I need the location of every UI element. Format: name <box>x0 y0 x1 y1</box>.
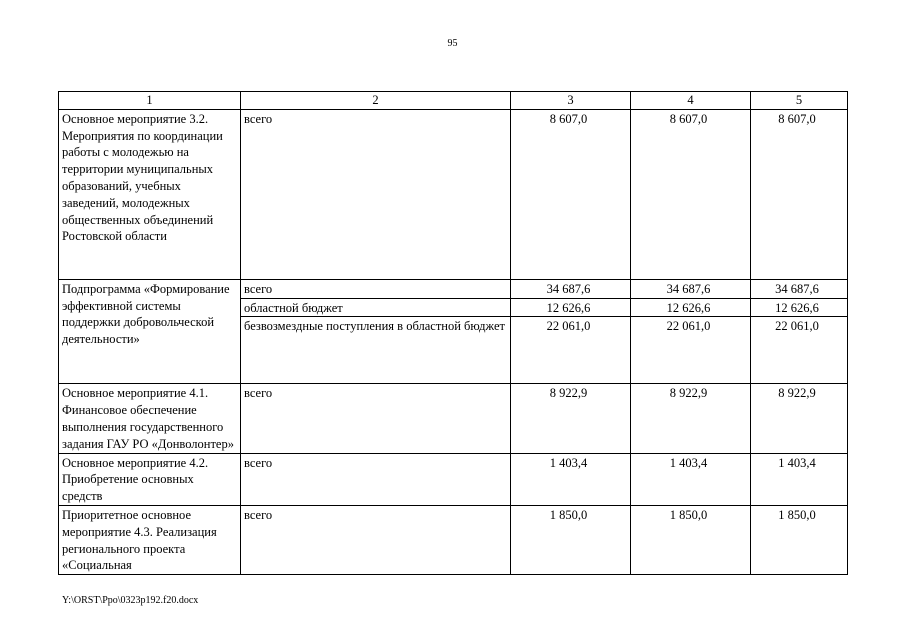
value-col-3: 1 403,4 <box>511 453 631 505</box>
value-col-5: 34 687,6 <box>751 279 848 298</box>
value-col-3: 12 626,6 <box>511 298 631 317</box>
table-row <box>59 109 848 279</box>
page-number: 95 <box>447 38 458 49</box>
header-col-2: 2 <box>241 92 511 110</box>
funding-source: безвозмездные поступления в областной бюджет <box>241 317 511 384</box>
value-col-3: 22 061,0 <box>511 317 631 384</box>
value-col-3: 8 607,0 <box>511 109 631 279</box>
value-col-3: 34 687,6 <box>511 279 631 298</box>
funding-source: областной бюджет <box>241 298 511 317</box>
measure-name: Основное мероприятие 4.1. Финансовое обеспечение выполнения государственного задания ГАУ РО «Донволонтер» <box>59 384 241 453</box>
value-col-4: 22 061,0 <box>631 317 751 384</box>
value-col-4: 8 607,0 <box>631 109 751 279</box>
value-col-4: 8 922,9 <box>631 384 751 453</box>
value-col-5: 1 850,0 <box>751 505 848 574</box>
value-col-3: 8 922,9 <box>511 384 631 453</box>
table-row <box>59 505 848 574</box>
value-col-5: 8 607,0 <box>751 109 848 279</box>
file-path-footer: Y:\ORST\Ppo\0323p192.f20.docx <box>62 595 199 606</box>
header-col-5: 5 <box>751 92 848 110</box>
value-col-5: 12 626,6 <box>751 298 848 317</box>
funding-source: всего <box>241 109 511 279</box>
header-col-1: 1 <box>59 92 241 110</box>
financing-table <box>58 91 848 575</box>
value-col-4: 34 687,6 <box>631 279 751 298</box>
funding-source: всего <box>241 505 511 574</box>
header-row <box>59 92 848 110</box>
value-col-4: 1 850,0 <box>631 505 751 574</box>
measure-name: Основное мероприятие 3.2. Мероприятия по координации работы с молодежью на территории муниципальных образований, учебных заведений, молодежных общественных объединений Ростовской области <box>59 109 241 279</box>
measure-name: Приоритетное основное мероприятие 4.3. Реализация регионального проекта «Социальная <box>59 505 241 574</box>
header-col-3: 3 <box>511 92 631 110</box>
header-col-4: 4 <box>631 92 751 110</box>
value-col-5: 22 061,0 <box>751 317 848 384</box>
measure-name: Основное мероприятие 4.2. Приобретение основных средств <box>59 453 241 505</box>
table-row <box>59 279 848 298</box>
value-col-3: 1 850,0 <box>511 505 631 574</box>
funding-source: всего <box>241 453 511 505</box>
value-col-4: 1 403,4 <box>631 453 751 505</box>
value-col-4: 12 626,6 <box>631 298 751 317</box>
table-row <box>59 384 848 453</box>
subprogram-name: Подпрограмма «Формирование эффективной системы поддержки добровольческой деятельности» <box>59 279 241 384</box>
table-row <box>59 453 848 505</box>
value-col-5: 8 922,9 <box>751 384 848 453</box>
funding-source: всего <box>241 384 511 453</box>
value-col-5: 1 403,4 <box>751 453 848 505</box>
funding-source: всего <box>241 279 511 298</box>
